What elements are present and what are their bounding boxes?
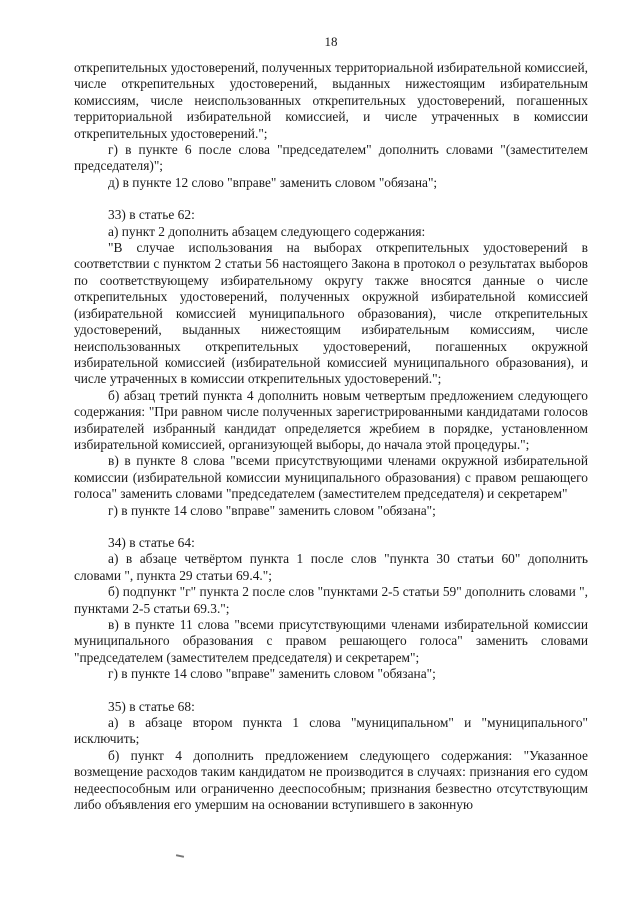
paragraph: а) в абзаце втором пункта 1 слова "муниципальном" и "муниципального" исключить;: [74, 715, 588, 747]
paragraph: д) в пункте 12 слово "вправе" заменить словом "обязана";: [108, 174, 438, 190]
document-body: [74, 60, 588, 813]
paragraph-gap: [74, 683, 588, 699]
page-number: 18: [324, 34, 338, 49]
paragraph: г) в пункте 14 слово "вправе" заменить словом "обязана";: [108, 502, 436, 518]
paragraph: г) в пункте 6 после слова "председателем" дополнить словами "(заместителем председателя)";: [74, 142, 588, 174]
paragraph: в) в пункте 8 слова "всеми присутствующими членами окружной избирательной комиссии (избирательной комиссии муниципального образования) с правом решающего голоса" заменить словами "председателем (заместителем председателя) и секретарем": [74, 453, 588, 502]
paragraph-gap: [74, 191, 588, 207]
paragraph: 35) в статье 68:: [108, 698, 195, 714]
paragraph: б) абзац третий пункта 4 дополнить новым четвертым предложением следующего содержания: "При равном числе полученных зарегистрированными кандидатами голосов избирателей избранный кандидат определяется жребием в порядке, установленном избирательной комиссией, организующей выборы, до начала этой процедуры.";: [74, 387, 588, 452]
paragraph: в) в пункте 11 слова "всеми присутствующими членами избирательной комиссии муниципального образования с правом решающего голоса" заменить словами "председателем (заместителем председателя) и секретарем";: [74, 617, 588, 665]
paragraph-gap: [74, 519, 588, 535]
paragraph: г) в пункте 14 слово "вправе" заменить словом "обязана";: [108, 666, 436, 682]
paragraph: б) пункт 4 дополнить предложением следующего содержания: "Указанное возмещение расходов таким кандидатом не производится в случаях: признания его судом недееспособным или ограниченно дееспособным; признания безвестно отсутствующим либо объявления его умершим на основании вступившего в законную: [74, 747, 588, 813]
paragraph: 33) в статье 62:: [108, 207, 195, 223]
paragraph: "В случае использования на выборах открепительных удостоверений в соответствии с пунктом 2 статьи 56 настоящего Закона в протокол о результатах выборов по соответствующему избирательному округу также вносятся данные о числе открепительных удостоверений, полученных окружной избирательной комиссией (избирательной комиссией муниципального образования), числе открепительных удостоверений, выданных нижестоящим избирательным комиссиям, числе неиспользованных открепительных удостоверений, погашенных окружной избирательной комиссией (избирательной комиссией муниципального образования), и числе утраченных в комиссии открепительных удостоверений.";: [74, 240, 588, 387]
scan-mark: [176, 854, 184, 858]
paragraph: открепительных удостоверений, полученных территориальной избирательной комиссией, числе открепительных удостоверений, выданных нижестоящим избирательным комиссиям, числе неиспользованных открепительных удостоверений, погашенных территориальной избирательной комиссией, и числе утраченных в комиссии открепительных удостоверений.";: [74, 60, 588, 141]
paragraph: б) подпункт "г" пункта 2 после слов "пунктами 2-5 статьи 59" дополнить словами ", пунктами 2-5 статьи 69.3.";: [74, 584, 588, 616]
paragraph: а) пункт 2 дополнить абзацем следующего содержания:: [108, 223, 426, 239]
paragraph: а) в абзаце четвёртом пункта 1 после слов "пункта 30 статьи 60" дополнить словами ", пункта 29 статьи 69.4.";: [74, 551, 588, 583]
paragraph: 34) в статье 64:: [108, 534, 195, 550]
